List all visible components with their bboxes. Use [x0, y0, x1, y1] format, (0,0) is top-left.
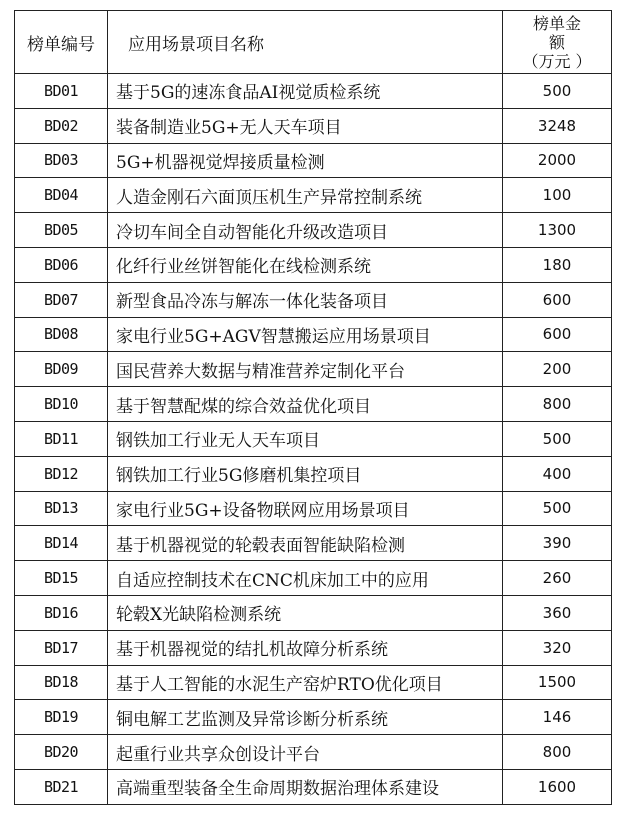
cell-name: 高端重型装备全生命周期数据治理体系建设: [108, 769, 503, 804]
cell-name: 铜电解工艺监测及异常诊断分析系统: [108, 700, 503, 735]
cell-amount: 200: [503, 352, 612, 387]
cell-code: BD03: [15, 143, 108, 178]
cell-name: 国民营养大数据与精准营养定制化平台: [108, 352, 503, 387]
table-row: [15, 700, 612, 735]
cell-name: 基于机器视觉的结扎机故障分析系统: [108, 630, 503, 665]
table-body: [15, 74, 612, 805]
cell-name: 家电行业5G+设备物联网应用场景项目: [108, 491, 503, 526]
table-row: [15, 526, 612, 561]
cell-amount: 800: [503, 735, 612, 770]
table-row: [15, 421, 612, 456]
header-name: 应用场景项目名称: [108, 11, 503, 74]
cell-name: 基于5G的速冻食品AI视觉质检系统: [108, 74, 503, 109]
cell-amount: 100: [503, 178, 612, 213]
cell-code: BD11: [15, 421, 108, 456]
cell-name: 起重行业共享众创设计平台: [108, 735, 503, 770]
cell-name: 钢铁加工行业5G修磨机集控项目: [108, 456, 503, 491]
cell-amount: 1500: [503, 665, 612, 700]
cell-code: BD05: [15, 213, 108, 248]
cell-amount: 600: [503, 282, 612, 317]
table-row: [15, 491, 612, 526]
cell-amount: 500: [503, 491, 612, 526]
cell-name: 装备制造业5G+无人天车项目: [108, 108, 503, 143]
cell-name: 人造金刚石六面顶压机生产异常控制系统: [108, 178, 503, 213]
cell-amount: 2000: [503, 143, 612, 178]
list-table: [14, 10, 612, 805]
cell-name: 5G+机器视觉焊接质量检测: [108, 143, 503, 178]
cell-name: 自适应控制技术在CNC机床加工中的应用: [108, 561, 503, 596]
header-amount-line1: 榜单金: [532, 13, 581, 33]
cell-code: BD01: [15, 74, 108, 109]
table-row: [15, 456, 612, 491]
cell-amount: 3248: [503, 108, 612, 143]
cell-name: 化纤行业丝饼智能化在线检测系统: [108, 247, 503, 282]
cell-amount: 1300: [503, 213, 612, 248]
cell-amount: 1600: [503, 769, 612, 804]
header-amount-line2: 额: [548, 32, 565, 52]
cell-code: BD15: [15, 561, 108, 596]
cell-code: BD08: [15, 317, 108, 352]
table-row: [15, 317, 612, 352]
cell-name: 冷切车间全自动智能化升级改造项目: [108, 213, 503, 248]
cell-name: 钢铁加工行业无人天车项目: [108, 421, 503, 456]
cell-amount: 360: [503, 595, 612, 630]
header-amount-line3: （万元 ）: [522, 51, 592, 71]
cell-amount: 800: [503, 387, 612, 422]
cell-code: BD17: [15, 630, 108, 665]
table-row: [15, 595, 612, 630]
header-code: 榜单编号: [15, 11, 108, 74]
cell-code: BD07: [15, 282, 108, 317]
cell-code: BD21: [15, 769, 108, 804]
table-row: [15, 213, 612, 248]
cell-code: BD12: [15, 456, 108, 491]
cell-code: BD14: [15, 526, 108, 561]
table-row: [15, 630, 612, 665]
cell-amount: 146: [503, 700, 612, 735]
cell-code: BD18: [15, 665, 108, 700]
cell-code: BD04: [15, 178, 108, 213]
cell-code: BD13: [15, 491, 108, 526]
table-row: [15, 352, 612, 387]
table-row: [15, 769, 612, 804]
table-row: [15, 178, 612, 213]
table-row: [15, 735, 612, 770]
table-row: [15, 282, 612, 317]
header-row: [15, 11, 612, 74]
cell-name: 基于人工智能的水泥生产窑炉RTO优化项目: [108, 665, 503, 700]
table-row: [15, 665, 612, 700]
cell-amount: 390: [503, 526, 612, 561]
cell-amount: 320: [503, 630, 612, 665]
cell-amount: 400: [503, 456, 612, 491]
cell-code: BD19: [15, 700, 108, 735]
cell-amount: 600: [503, 317, 612, 352]
cell-name: 家电行业5G+AGV智慧搬运应用场景项目: [108, 317, 503, 352]
table-row: [15, 387, 612, 422]
cell-code: BD06: [15, 247, 108, 282]
cell-name: 轮毂X光缺陷检测系统: [108, 595, 503, 630]
cell-code: BD09: [15, 352, 108, 387]
cell-name: 基于智慧配煤的综合效益优化项目: [108, 387, 503, 422]
table-row: [15, 143, 612, 178]
cell-amount: 500: [503, 421, 612, 456]
cell-code: BD02: [15, 108, 108, 143]
cell-code: BD20: [15, 735, 108, 770]
table-row: [15, 247, 612, 282]
cell-name: 新型食品冷冻与解冻一体化装备项目: [108, 282, 503, 317]
cell-amount: 500: [503, 74, 612, 109]
header-amount: [503, 11, 612, 74]
cell-amount: 180: [503, 247, 612, 282]
cell-name: 基于机器视觉的轮毂表面智能缺陷检测: [108, 526, 503, 561]
cell-code: BD16: [15, 595, 108, 630]
table-row: [15, 108, 612, 143]
cell-amount: 260: [503, 561, 612, 596]
table-row: [15, 561, 612, 596]
cell-code: BD10: [15, 387, 108, 422]
table-row: [15, 74, 612, 109]
